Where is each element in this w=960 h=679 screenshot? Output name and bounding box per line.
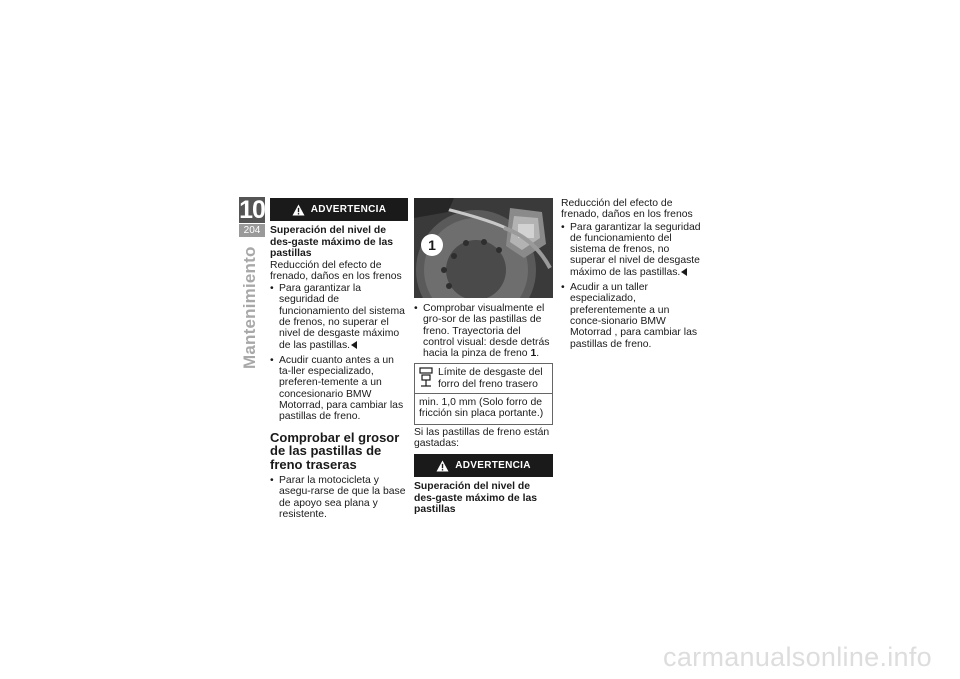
list-item: • Comprobar visualmente el gro-sor de las pastillas de freno. Trayectoria del control visual: desde detrás hacia la pinza de freno 1. [414, 303, 553, 359]
warning-label: ADVERTENCIA [310, 203, 387, 215]
list-item: • Para garantizar la seguridad de funcionamiento del sistema de frenos, no superar el nivel de desgaste máximo de las pastillas. [561, 222, 701, 278]
warning-banner [414, 454, 553, 477]
column-3 [561, 198, 701, 354]
column-2 [414, 198, 553, 516]
chapter-number: 10 [239, 196, 265, 224]
callout-ref: 1 [530, 348, 537, 360]
list-item: • Acudir a un taller especializado, preferentemente a un conce-sionario BMW Motorrad , para cambiar las pastillas de freno. [561, 282, 701, 350]
spec-value: min. 1,0 mm (Solo forro de fricción sin placa portante.) [419, 397, 544, 420]
spec-title: Límite de desgaste del forro del freno trasero [438, 367, 543, 390]
wear-limit-icon [419, 367, 433, 387]
warning-banner [270, 198, 408, 221]
end-mark-icon [681, 268, 687, 276]
chapter-tab [239, 197, 265, 237]
warning-label: ADVERTENCIA [455, 460, 531, 472]
warning-triangle-icon [292, 204, 305, 216]
warning-list [270, 283, 408, 423]
watermark: carmanualsonline.info [663, 642, 932, 672]
warning-title: Superación del nivel de des-gaste máximo de las pastillas [270, 225, 394, 259]
column-1 [270, 198, 408, 524]
figure-callout: 1 [421, 234, 443, 256]
page-number: 204 [239, 224, 265, 237]
warning-title: Superación del nivel de des-gaste máximo de las pastillas [414, 481, 538, 516]
spec-header [415, 364, 552, 394]
spec-box [414, 363, 553, 424]
warning-list [561, 222, 701, 350]
procedure-list [270, 475, 408, 520]
list-item: • Para garantizar la seguridad de funcionamiento del sistema de frenos, no superar el nivel de desgaste máximo de las pastillas. [270, 283, 408, 351]
chapter-title: Mantenimiento [240, 246, 259, 369]
brake-caliper-photo [414, 198, 553, 298]
end-mark-icon [351, 341, 357, 349]
list-item: • Parar la motocicleta y asegu-rarse de que la base de apoyo sea plana y resistente. [270, 475, 408, 520]
warning-triangle-icon [436, 460, 449, 472]
warning-text: Reducción del efecto de frenado, daños en los frenos [561, 198, 693, 221]
paragraph: Si las pastillas de freno están gastadas: [414, 426, 550, 449]
procedure-list [414, 303, 553, 359]
list-item: • Acudir cuanto antes a un ta-ller especializado, preferen-temente a un concesionario BMW Motorrad, para cambiar las pastillas de freno. [270, 355, 408, 423]
warning-text: Reducción del efecto de frenado, daños en los frenos [270, 259, 402, 282]
section-heading: Comprobar el grosor de las pastillas de freno traseras [270, 429, 400, 472]
